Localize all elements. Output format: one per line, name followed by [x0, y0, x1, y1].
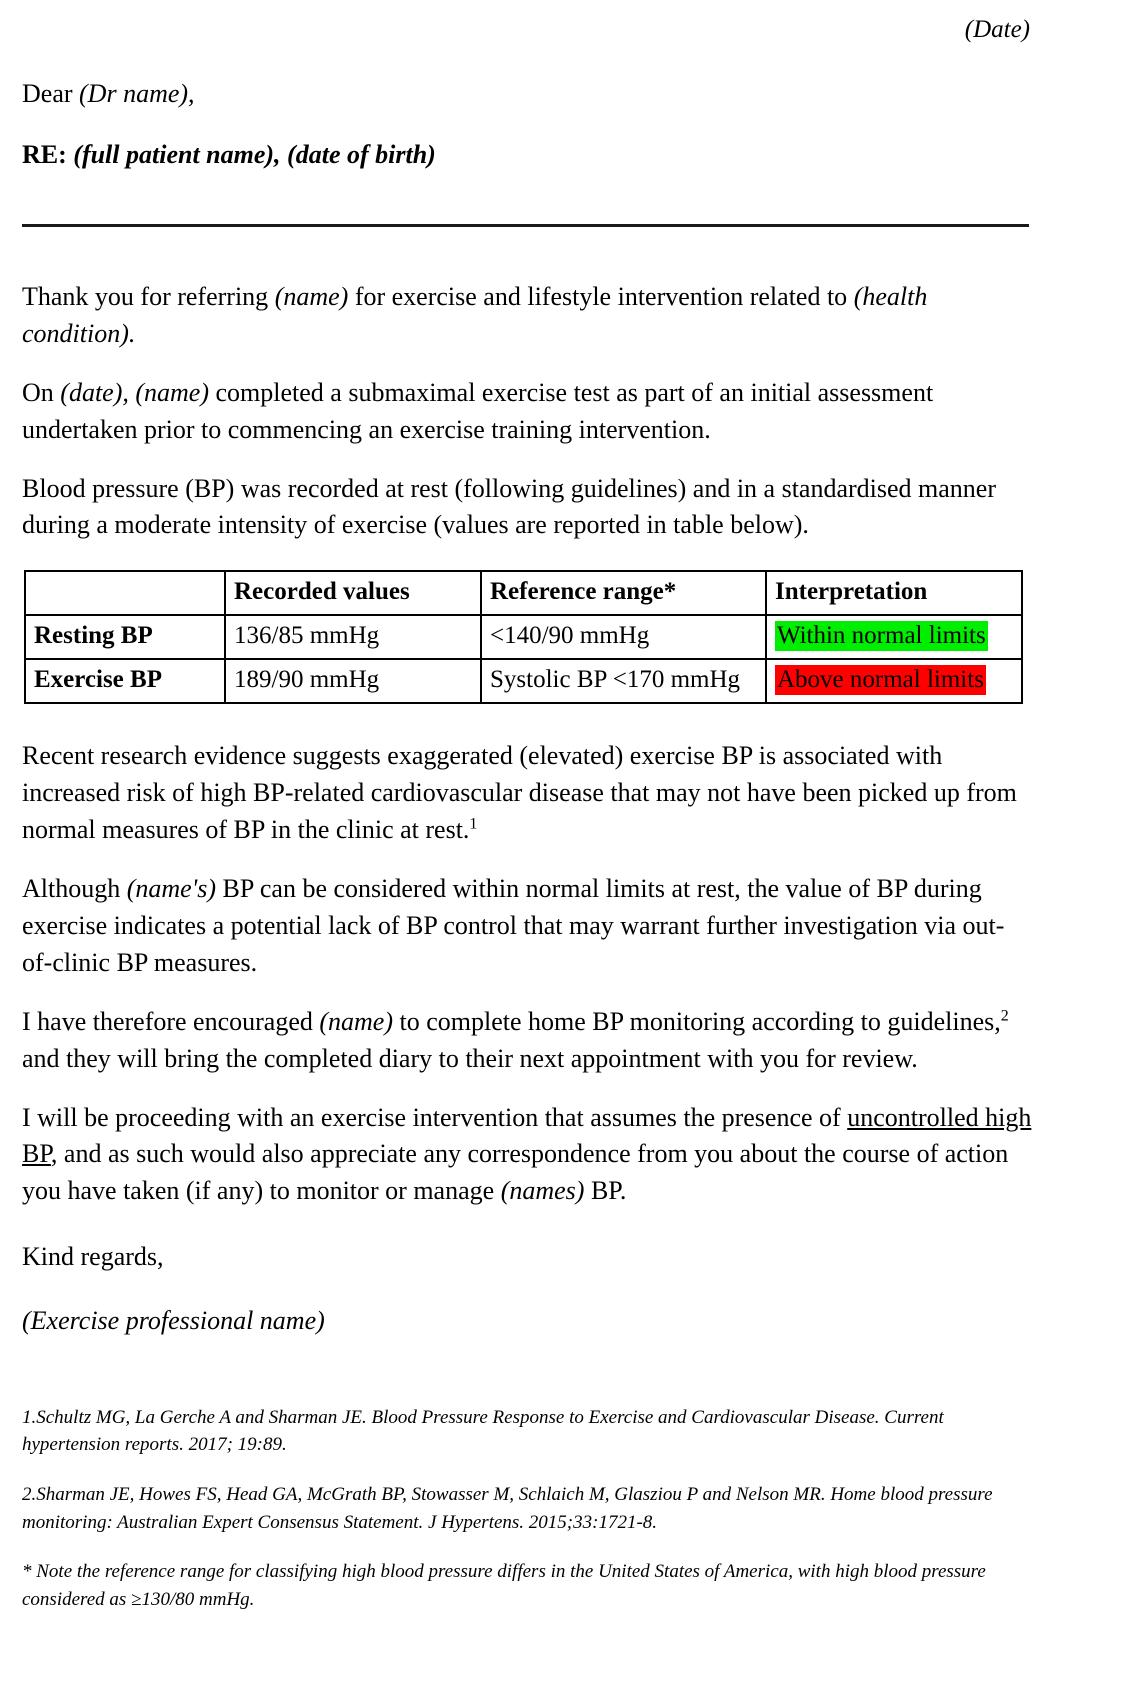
- table-spacer: [22, 704, 1032, 738]
- salutation-prefix: Dear: [22, 78, 80, 108]
- re-patient-details: (full patient name), (date of birth): [73, 139, 436, 169]
- re-line: [22, 139, 1032, 170]
- reference-2: 2.Sharman JE, Howes FS, Head GA, McGrath BP, Stowasser M, Schlaich M, Glasziou P and Nelson MR. Home blood pressure monitoring: Australian Expert Consensus Statement. J Hypertens. 2015;33:1721-8.: [22, 1483, 993, 1533]
- re-prefix: RE:: [22, 139, 74, 169]
- footnotes-section: [22, 1404, 1032, 1613]
- paragraph-referral-thanks: [22, 279, 1032, 353]
- status-badge-within-normal-limits: Within normal limits: [777, 622, 986, 650]
- p6-text-b: to complete home BP monitoring according to guidelines,: [393, 1006, 1001, 1036]
- salutation-line: [22, 78, 1032, 109]
- table-row: [25, 615, 1022, 659]
- p1-text-a: Thank you for referring: [22, 281, 275, 311]
- p5-text-a: Although: [22, 874, 127, 904]
- p7-underlined-uncontrolled-high-bp: uncontrolled high BP: [22, 1102, 1032, 1169]
- resting-bp-reference-range: <140/90 mmHg: [481, 615, 766, 659]
- table-header-reference-range: Reference range*: [481, 571, 766, 615]
- letter-content: [22, 0, 1032, 1635]
- resting-bp-interpretation-cell: [766, 615, 1022, 659]
- p7-names-placeholder: (names): [500, 1176, 585, 1206]
- p2-text-a: On: [22, 377, 61, 407]
- p6-name-placeholder: (name): [319, 1006, 394, 1036]
- exercise-bp-interpretation-cell: [766, 659, 1022, 703]
- p6-text-c: and they will bring the completed diary to their next appointment with you for review.: [22, 1043, 918, 1073]
- p5-name-placeholder: (name's): [126, 874, 217, 904]
- date-placeholder: (Date): [964, 16, 1030, 43]
- row-label-exercise-bp: Exercise BP: [25, 659, 225, 703]
- table-row: [25, 659, 1022, 703]
- status-badge-above-normal-limits: Above normal limits: [777, 666, 984, 694]
- p1-text-b: for exercise and lifestyle intervention related to: [348, 281, 854, 311]
- table-header-interpretation: Interpretation: [766, 571, 1022, 615]
- footnote-marker-2: 2: [1000, 1007, 1009, 1025]
- resting-bp-recorded-value: 136/85 mmHg: [225, 615, 481, 659]
- p1-name-placeholder: (name): [274, 281, 349, 311]
- p2-text-b: completed a submaximal exercise test as part of an initial assessment undertaken prior to commencing an exercise training intervention.: [22, 377, 934, 444]
- footnote-marker-1: 1: [469, 815, 478, 833]
- p4-text: Recent research evidence suggests exaggerated (elevated) exercise BP is associated with increased risk of high BP-related cardiovascular disease that may not have been picked up from normal measures of BP in the clinic at rest.: [22, 741, 1017, 845]
- p7-text-b: , and as such would also appreciate any correspondence from you about the course of action you have taken (if any) to monitor or manage: [22, 1139, 1009, 1206]
- paragraph-bp-recording: Blood pressure (BP) was recorded at rest (following guidelines) and in a standardised manner during a moderate intensity of exercise (values are reported in table below).: [22, 473, 997, 540]
- p5-text-b: BP can be considered within normal limits at rest, the value of BP during exercise indicates a potential lack of BP control that may warrant further investigation via out-of-clinic BP measures.: [22, 874, 1005, 977]
- paragraph-bp-control: [22, 871, 1032, 982]
- signature-exercise-professional: (Exercise professional name): [22, 1306, 325, 1336]
- paragraph-test-date: [22, 375, 1032, 449]
- exercise-bp-recorded-value: 189/90 mmHg: [225, 659, 481, 703]
- table-header-recorded-values: Recorded values: [225, 571, 481, 615]
- asterisk-note: * Note the reference range for classifying high blood pressure differs in the United States of America, with high blood pressure considered as ≥130/80 mmHg.: [22, 1561, 986, 1610]
- table-header-blank: [25, 571, 225, 615]
- header-divider: [22, 224, 1029, 227]
- p1-condition-placeholder: (health condition).: [22, 281, 928, 348]
- salutation-doctor-name: (Dr name),: [79, 78, 195, 108]
- p7-text-a: I will be proceeding with an exercise intervention that assumes the presence of: [22, 1102, 848, 1132]
- paragraph-intervention-plan: [22, 1100, 1032, 1211]
- p6-text-a: I have therefore encouraged: [22, 1006, 320, 1036]
- exercise-bp-reference-range: Systolic BP <170 mmHg: [481, 659, 766, 703]
- blood-pressure-table: [24, 570, 1023, 704]
- paragraph-home-monitoring: [22, 1004, 1032, 1078]
- paragraph-research-evidence: [22, 738, 1032, 849]
- row-label-resting-bp: Resting BP: [25, 615, 225, 659]
- p7-text-c: BP.: [584, 1176, 627, 1206]
- letter-body: [22, 279, 1032, 1613]
- table-header-row: [25, 571, 1022, 615]
- reference-1: 1.Schultz MG, La Gerche A and Sharman JE. Blood Pressure Response to Exercise and Cardiovascular Disease. Current hypertension reports. 2017; 19:89.: [22, 1406, 944, 1456]
- p2-date-name-placeholder: (date), (name): [60, 377, 209, 407]
- closing-kind-regards: Kind regards,: [22, 1242, 164, 1272]
